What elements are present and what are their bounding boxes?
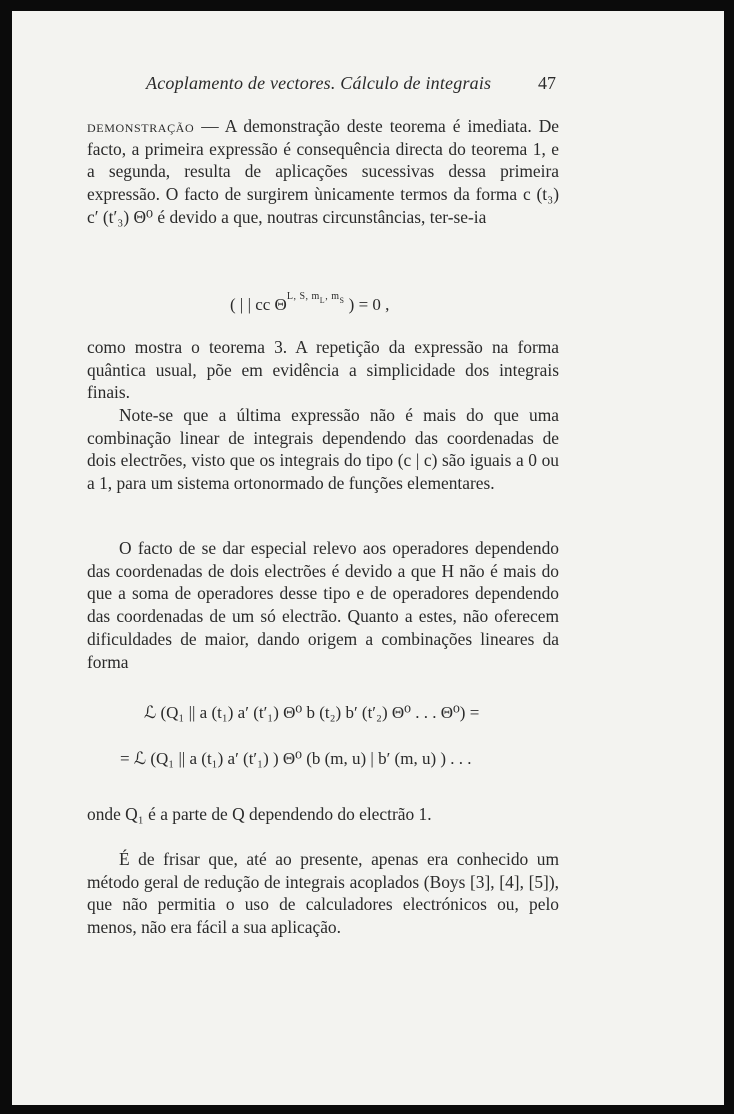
equation-expansion-line-2: = ℒ (Q₁ || a (t₁) a′ (t′₁) ) Θ⁰ (b (m, u) | b′ (m, u) ) . . . — [120, 749, 472, 768]
equation-zero-sup-main: L, S, m — [286, 291, 320, 302]
paragraph-demonstration — [87, 115, 559, 229]
equation-zero-sup-mid: , m — [325, 291, 340, 302]
equation-zero-sub-s: S — [339, 296, 345, 305]
demonstration-lead: demonstração — [87, 116, 195, 136]
paragraph-boys-method: É de frisar que, até ao presente, apenas era conhecido um método geral de redução de integrais acoplados (Boys [3], [4], [5]), que não permitia o uso de calculadores electrónicos ou, pelo menos, não era fácil a sua aplicação. — [87, 849, 559, 938]
paragraph-q1-definition: onde Q₁ é a parte de Q dependendo do electrão 1. — [87, 804, 432, 824]
equation-zero-sub-l: L — [319, 296, 326, 305]
page-number: 47 — [538, 73, 556, 93]
document-page — [12, 11, 724, 1105]
equation-zero-superscript — [286, 291, 345, 305]
equation-zero-close: ) = 0 , — [348, 295, 390, 314]
equation-expansion-line-1: ℒ (Q₁ || a (t₁) a′ (t′₁) Θ⁰ b (t₂) b′ (t′₂) Θ⁰ . . . Θ⁰) = — [144, 703, 480, 722]
paragraph-linear-combination: Note-se que a última expressão não é mais do que uma combinação linear de integrais dependendo das coordenadas de dois electrões, visto que os integrais do tipo (c | c) são iguais a 0 ou a 1, para um sistema ortonormado de funções elementares. — [87, 405, 559, 494]
demonstration-text: — A demonstração deste teorema é imediata. De facto, a primeira expressão é consequência directa do teorema 1, e a segunda, resulta de aplicações sucessivas dessa primeira expressão. O facto de surgirem ùnicamente termos da forma c (t₃) c′ (t′₃) Θ⁰ é devido a que, noutras circunstâncias, ter-se-ia — [87, 116, 559, 227]
equation-zero — [230, 291, 389, 315]
running-title: Acoplamento de vectores. Cálculo de integrais — [146, 73, 492, 93]
paragraph-operators: O facto de se dar especial relevo aos operadores dependendo das coordenadas de dois electrões é devido a que H não é mais do que a soma de operadores desse tipo e de operadores dependendo das coordenadas de um só electrão. Quanto a estes, não oferecem dificuldades de maior, dando origem a combinações lineares da forma — [87, 538, 559, 672]
paragraph-theorem-three: como mostra o teorema 3. A repetição da expressão na forma quântica usual, põe em evidência a simplicidade dos integrais finais. — [87, 337, 559, 403]
equation-zero-open: ( | | cc Θ — [230, 295, 287, 314]
